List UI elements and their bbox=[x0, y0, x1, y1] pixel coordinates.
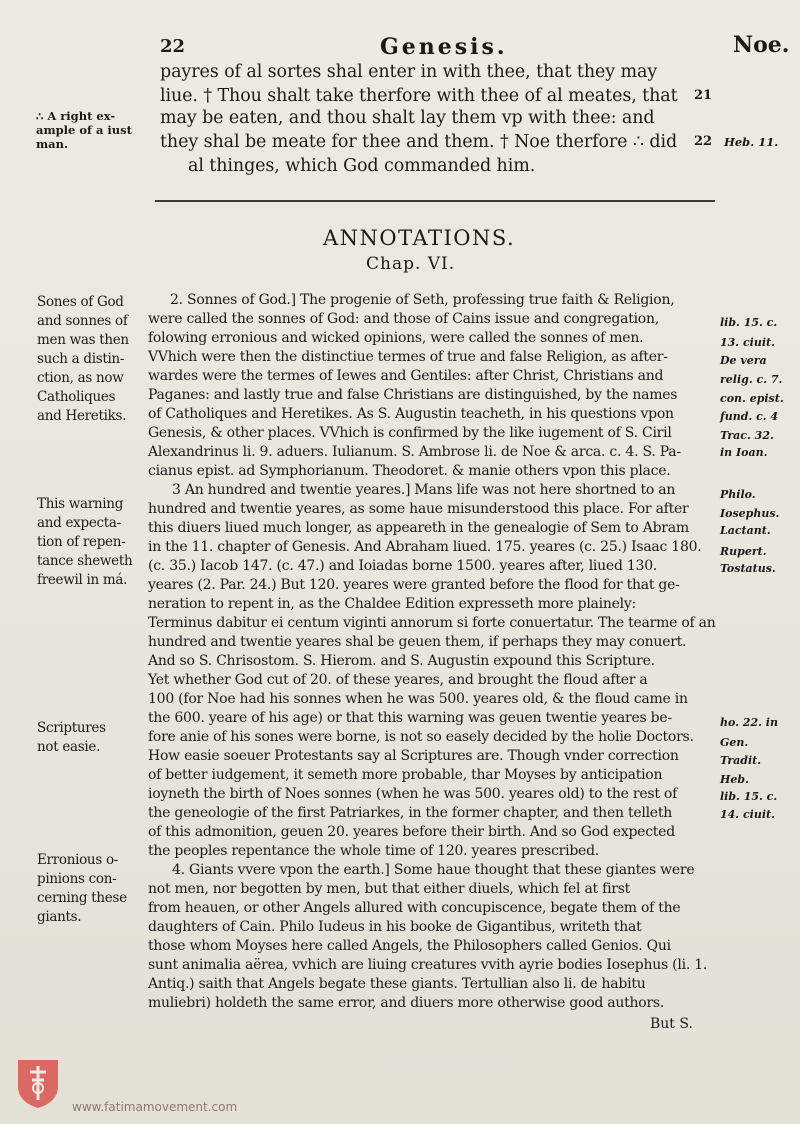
verse-line: liue. † Thou shalt take therfore with thee of al meates, that bbox=[160, 86, 678, 106]
body-line: 100 (for Noe had his sonnes when he was 500. yeares old, & the floud came in bbox=[148, 691, 688, 707]
margin-reference: De vera bbox=[720, 354, 767, 367]
margin-note-erronious: giants. bbox=[37, 909, 82, 925]
margin-note-sones: such a distin- bbox=[37, 351, 125, 367]
margin-reference: lib. 15. c. bbox=[720, 790, 778, 803]
margin-note-warning: This warning bbox=[37, 496, 124, 512]
watermark-url: www.fatimamovement.com bbox=[72, 1100, 238, 1114]
verse-margin-note: man. bbox=[36, 137, 68, 151]
verse-number: 21 bbox=[694, 88, 713, 103]
body-line: Paganes: and lastly true and false Christians are distinguished, by the names bbox=[148, 387, 678, 403]
margin-note-sones: and Heretiks. bbox=[37, 408, 127, 424]
margin-note-erronious: cerning these bbox=[37, 890, 127, 906]
body-line: muliebri) holdeth the same error, and diuers more otherwise good authors. bbox=[148, 995, 665, 1011]
margin-reference: Heb. bbox=[720, 773, 749, 786]
body-line: fore anie of his sones were borne, is not so easely decided by the holie Doctors. bbox=[148, 729, 694, 745]
margin-reference: lib. 15. c. bbox=[720, 316, 778, 329]
margin-note-scriptures: not easie. bbox=[37, 739, 101, 755]
margin-reference: Gen. bbox=[720, 736, 749, 749]
body-line: of this admonition, geuen 20. yeares before their birth. And so God expected bbox=[148, 824, 675, 840]
margin-reference: fund. c. 4 bbox=[720, 410, 779, 423]
margin-note-sones: Catholiques bbox=[37, 389, 116, 405]
margin-note-sones: Sones of God bbox=[37, 294, 124, 310]
margin-reference: 14. ciuit. bbox=[720, 808, 775, 821]
body-line: And so S. Chrisostom. S. Hierom. and S. Augustin expound this Scripture. bbox=[148, 653, 655, 669]
running-title: Genesis. bbox=[380, 34, 508, 60]
margin-reference: ho. 22. in bbox=[720, 716, 778, 729]
verse-cross-reference: Heb. 11. bbox=[724, 135, 779, 149]
body-line: folowing erronious and wicked opinions, were called the sonnes of men. bbox=[148, 330, 644, 346]
margin-reference: Iosephus. bbox=[720, 507, 780, 520]
body-line: daughters of Cain. Philo Iudeus in his booke de Gigantibus, writeth that bbox=[148, 919, 642, 935]
margin-reference: Trac. 32. bbox=[720, 429, 774, 442]
body-line: Yet whether God cut of 20. of these yeares, and brought the floud after a bbox=[148, 672, 648, 688]
margin-reference: Tradit. bbox=[720, 754, 762, 767]
body-line: ioyneth the birth of Noes sonnes (when he was 500. yeares old) to the rest of bbox=[148, 786, 678, 802]
body-line: hundred and twentie yeares, as some haue misunderstood this place. For after bbox=[148, 501, 689, 517]
body-line: Terminus dabitur ei centum viginti annorum si forte conuertatur. The tearme of an bbox=[148, 615, 716, 631]
margin-note-sones: and sonnes of bbox=[37, 313, 128, 329]
fatima-seal-icon bbox=[14, 1056, 62, 1110]
margin-reference: 13. ciuit. bbox=[720, 336, 775, 349]
margin-note-warning: and expecta- bbox=[37, 515, 121, 531]
body-line: wardes were the termes of Iewes and Gentiles: after Christ, Christians and bbox=[148, 368, 664, 384]
margin-reference: Lactant. bbox=[720, 524, 771, 537]
verse-line: al thinges, which God commanded him. bbox=[188, 156, 536, 176]
margin-note-sones: men was then bbox=[37, 332, 129, 348]
body-line: of better iudgement, it semeth more probable, thar Moyses by anticipation bbox=[148, 767, 663, 783]
body-line: of Catholiques and Heretikes. As S. Augustin teacheth, in his questions vpon bbox=[148, 406, 674, 422]
margin-note-sones: ction, as now bbox=[37, 370, 124, 386]
body-line: were called the sonnes of God: and those of Cains issue and congregation, bbox=[148, 311, 659, 327]
body-line: (c. 35.) Iacob 147. (c. 47.) and Ioiadas borne 1500. yeares after, liued 130. bbox=[148, 558, 658, 574]
body-line: those whom Moyses here called Angels, the Philosophers called Genios. Qui bbox=[148, 938, 671, 954]
body-line: this diuers liued much longer, as appeareth in the genealogie of Sem to Abram bbox=[148, 520, 689, 536]
margin-note-warning: tance sheweth bbox=[37, 553, 133, 569]
margin-reference: in Ioan. bbox=[720, 446, 768, 459]
verse-line: they shal be meate for thee and them. † Noe therfore ∴ did bbox=[160, 132, 678, 152]
verse-line: may be eaten, and thou shalt lay them vp with thee: and bbox=[160, 108, 655, 128]
body-line: 3 An hundred and twentie yeares.] Mans life was not here shortned to an bbox=[172, 482, 676, 498]
margin-reference: con. epist. bbox=[720, 392, 784, 405]
body-line: the geneologie of the first Patriarkes, in the former chapter, and then telleth bbox=[148, 805, 672, 821]
body-line: Genesis, & other places. VVhich is confirmed by the like iugement of S. Ciril bbox=[148, 425, 672, 441]
body-line: not men, nor begotten by men, but that either diuels, which fel at first bbox=[148, 881, 631, 897]
verse-number: 22 bbox=[694, 134, 713, 149]
margin-note-scriptures: Scriptures bbox=[37, 720, 106, 736]
body-line: Antiq.) saith that Angels begate these giants. Tertullian also li. de habitu bbox=[148, 976, 646, 992]
margin-reference: Rupert. bbox=[720, 545, 767, 558]
body-line: 4. Giants vvere vpon the earth.] Some haue thought that these giantes were bbox=[172, 862, 695, 878]
chapter-heading: Chap. VI. bbox=[366, 254, 456, 274]
body-line: neration to repent in, as the Chaldee Edition expresseth more plainely: bbox=[148, 596, 637, 612]
body-line: Alexandrinus li. 9. aduers. Iulianum. S. Ambrose li. de Noe & arca. c. 4. S. Pa- bbox=[148, 444, 681, 460]
margin-note-erronious: pinions con- bbox=[37, 871, 117, 887]
margin-note-warning: freewil in má. bbox=[37, 572, 128, 588]
section-rule bbox=[155, 200, 715, 202]
margin-note-warning: tion of repen- bbox=[37, 534, 126, 550]
verse-margin-note: ∴ A right ex- bbox=[36, 109, 116, 123]
body-line: yeares (2. Par. 24.) But 120. yeares were granted before the flood for that ge- bbox=[148, 577, 680, 593]
margin-note-erronious: Erronious o- bbox=[37, 852, 119, 868]
verse-margin-note: ample of a iust bbox=[36, 123, 132, 137]
body-line: the 600. yeare of his age) or that this warning was geuen twentie yeares be- bbox=[148, 710, 672, 726]
body-line: the peoples repentance the whole time of 120. yeares prescribed. bbox=[148, 843, 599, 859]
verse-line: payres of al sortes shal enter in with thee, that they may bbox=[160, 62, 658, 82]
body-line: VVhich were then the distinctiue termes of true and false Religion, as after- bbox=[148, 349, 668, 365]
body-line: sunt animalia aërea, vvhich are liuing creatures vvith ayrie bodies Iosephus (li. 1. bbox=[148, 957, 708, 973]
body-line: hundred and twentie yeares shal be geuen them, if perhaps they may conuert. bbox=[148, 634, 687, 650]
body-line: 2. Sonnes of God.] The progenie of Seth, professing true faith & Religion, bbox=[170, 292, 675, 308]
margin-reference: Philo. bbox=[720, 488, 756, 501]
annotations-heading: ANNOTATIONS. bbox=[323, 226, 516, 250]
body-line: from heauen, or other Angels allured with concupiscence, begate them of the bbox=[148, 900, 681, 916]
running-head-right: Noe. bbox=[733, 32, 790, 58]
margin-reference: Tostatus. bbox=[720, 562, 776, 575]
body-line: cianus epist. ad Symphorianum. Theodoret. & manie others vpon this place. bbox=[148, 463, 671, 479]
catchword: But S. bbox=[650, 1016, 693, 1032]
margin-reference: relig. c. 7. bbox=[720, 373, 783, 386]
page-number: 22 bbox=[160, 36, 186, 57]
body-line: How easie soeuer Protestants say al Scriptures are. Though vnder correction bbox=[148, 748, 679, 764]
body-line: in the 11. chapter of Genesis. And Abraham liued. 175. yeares (c. 25.) Isaac 180. bbox=[148, 539, 702, 555]
